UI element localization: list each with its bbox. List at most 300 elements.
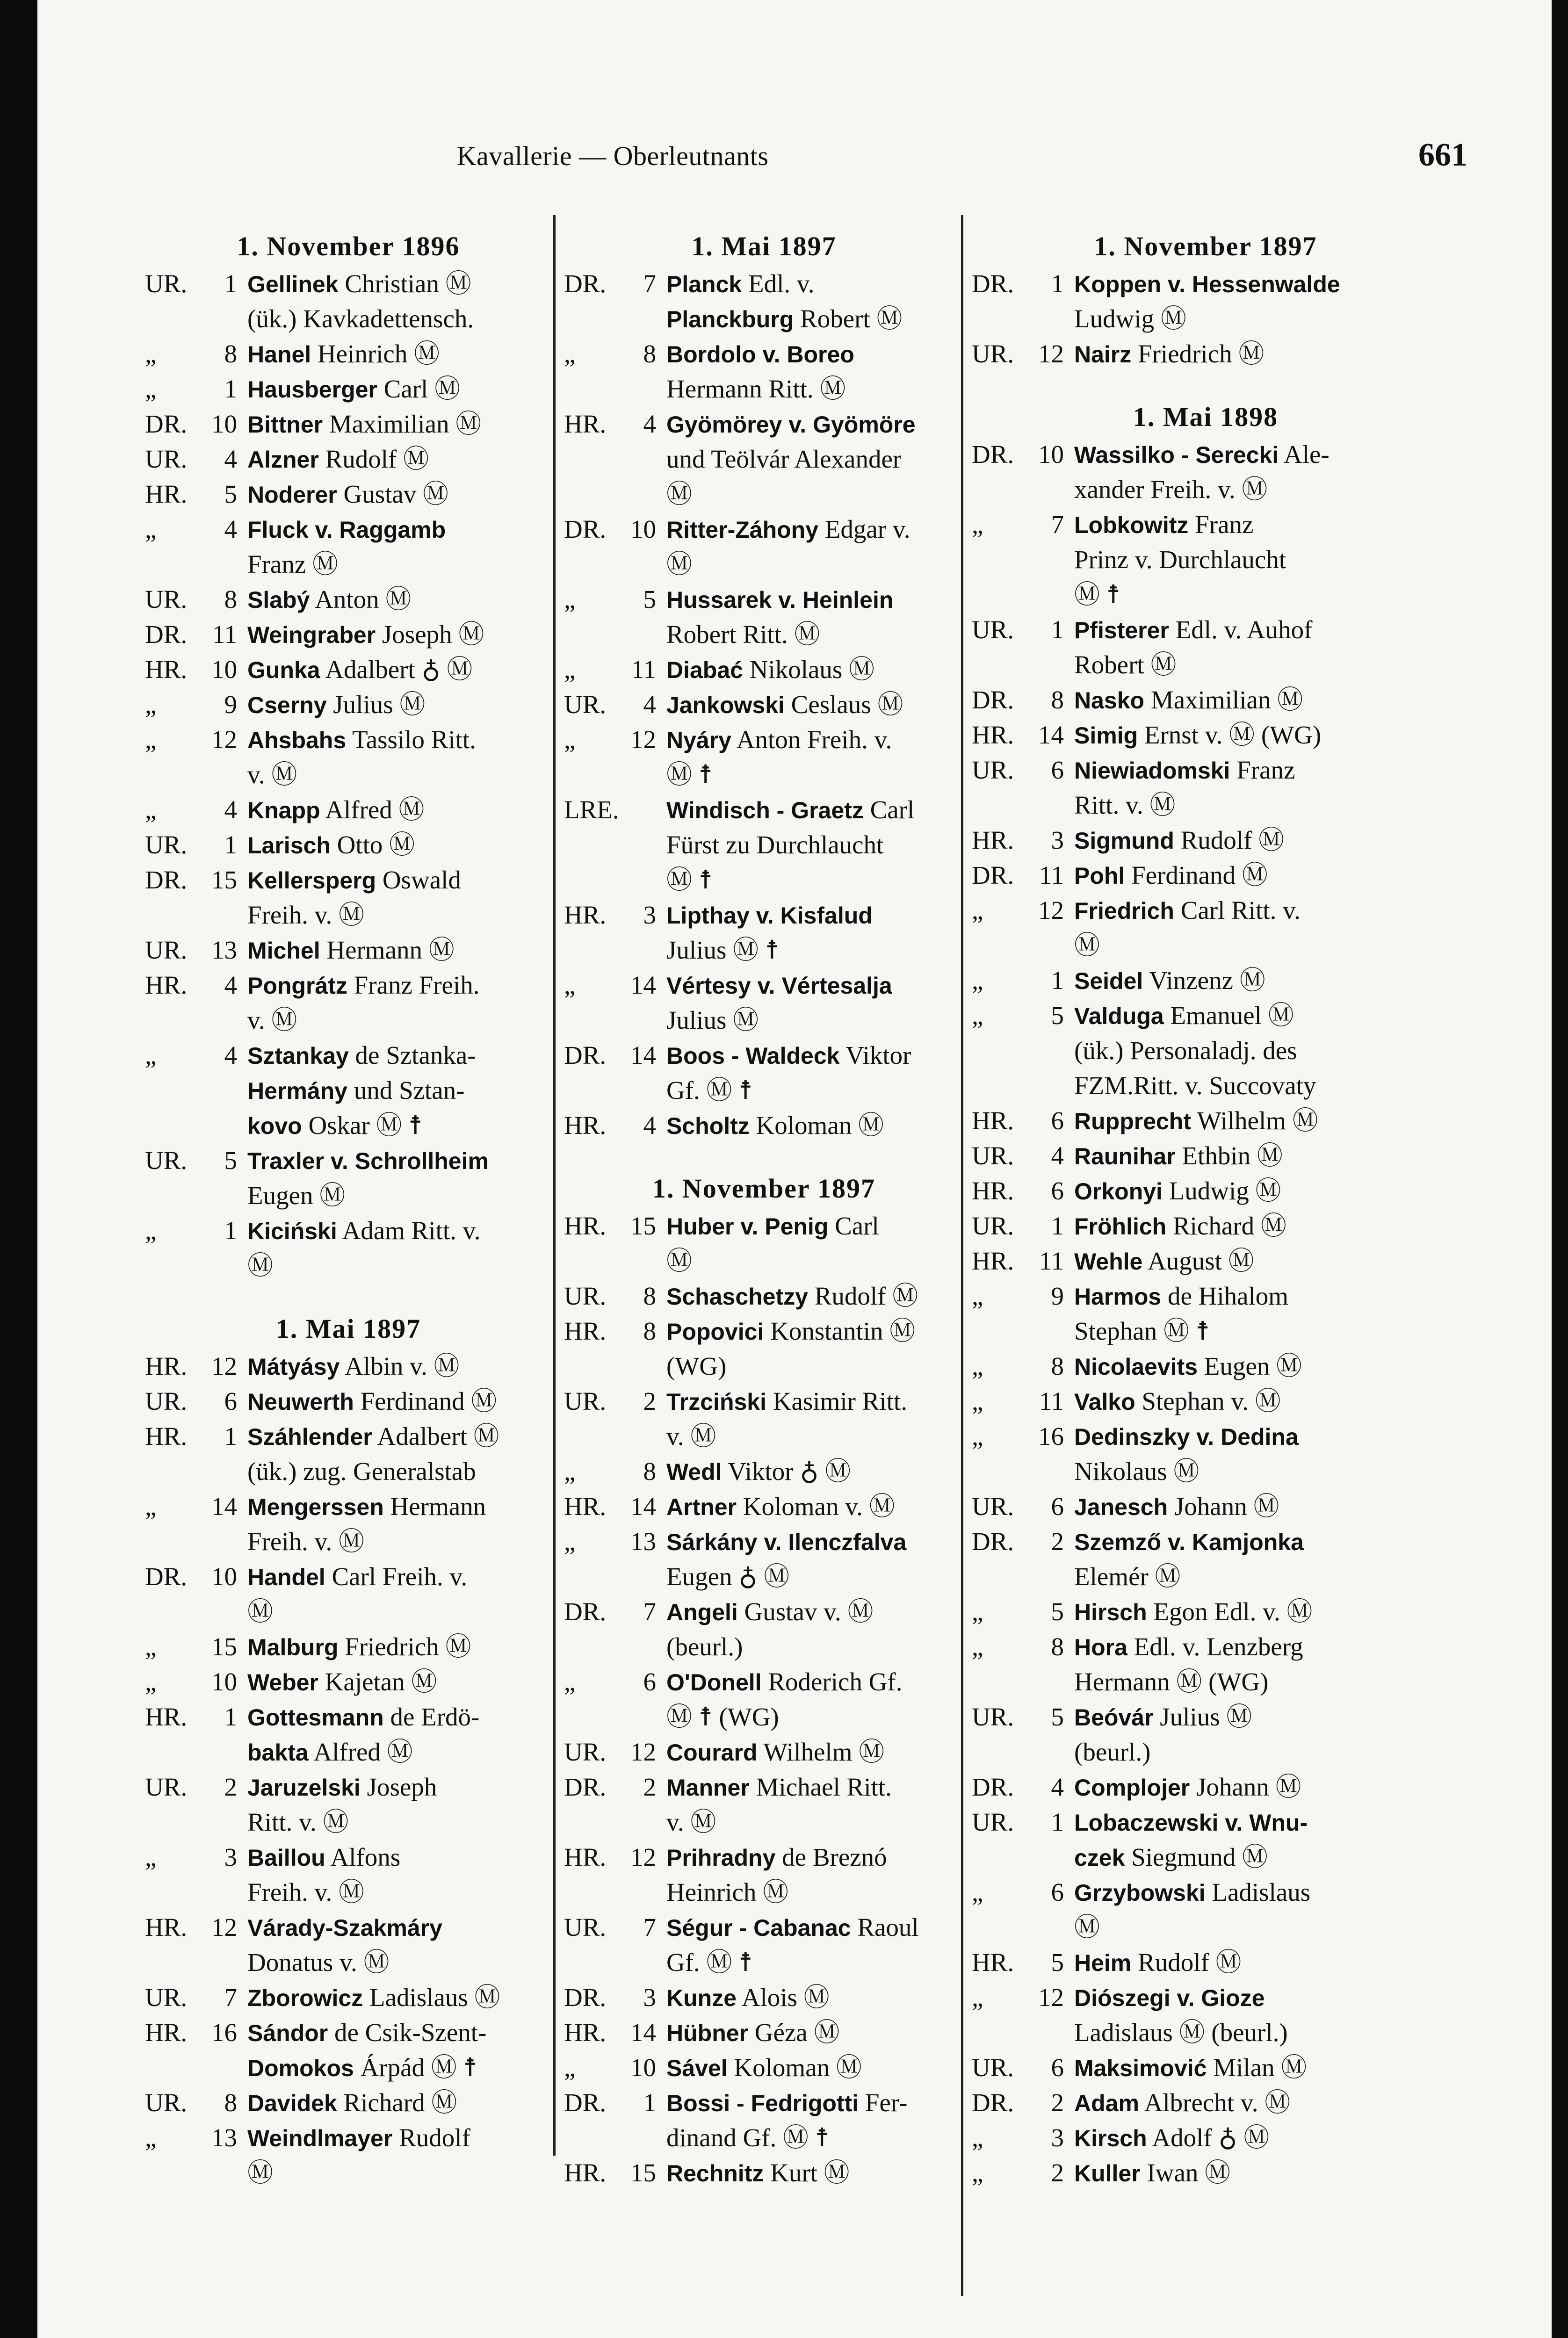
regiment-type: HR. [145, 655, 188, 684]
surname: Lobaczewski v. Wnu- [1074, 1810, 1308, 1836]
given-name-and-title: Milan Ⓜ [1213, 2053, 1307, 2082]
given-name-and-title: de Csik-Szent- [334, 2018, 487, 2047]
surname: Zborowicz [247, 1985, 363, 2011]
entry-text [1074, 1559, 1439, 1595]
given-name-and-title: Alfred Ⓜ [313, 1738, 413, 1766]
entry-text [1074, 1524, 1439, 1559]
roster-entry [564, 1840, 964, 1875]
regiment-number: 5 [1051, 1597, 1064, 1626]
given-name-and-title: Alois Ⓜ [741, 1983, 830, 2012]
given-name-and-title: v. Ⓜ [666, 1422, 716, 1450]
roster-entry [145, 793, 552, 828]
regiment-type: „ [972, 1878, 983, 1906]
regiment-type: DR. [972, 1527, 1014, 1556]
regiment-type: HR. [145, 2018, 188, 2047]
given-name-and-title: Joseph Ⓜ [382, 620, 484, 649]
regiment-number: 14 [211, 1492, 237, 1521]
entry-continuation [145, 1875, 552, 1910]
entry-text [1074, 437, 1439, 472]
regiment-type: DR. [145, 1562, 188, 1591]
regiment-type: UR. [564, 1913, 607, 1941]
regiment-number: 2 [224, 1773, 237, 1801]
entry-text [1074, 1454, 1439, 1489]
column-3 [972, 229, 1439, 2332]
given-name-and-title: Emanuel Ⓜ [1170, 1001, 1294, 1030]
roster-entry [972, 1244, 1439, 1279]
given-name-and-title: Carl Freih. v. [332, 1562, 468, 1591]
surname: Davidek [247, 2090, 337, 2116]
regiment-type: UR. [972, 339, 1014, 368]
entry-text [666, 1108, 964, 1143]
regiment-type: „ [145, 690, 157, 719]
regiment-type: „ [564, 1457, 576, 1486]
regiment-type: „ [145, 1041, 157, 1069]
entry-text [247, 1248, 552, 1284]
roster-entry [564, 1489, 964, 1524]
given-name-and-title: v. Ⓜ [247, 760, 297, 789]
roster-entry [145, 687, 552, 722]
given-name-and-title: Robert Ritt. Ⓜ [666, 620, 820, 649]
regiment-number: 5 [224, 1146, 237, 1175]
regiment-type: UR. [145, 830, 188, 859]
given-name-and-title: de Erdö- [390, 1703, 480, 1731]
surname: Windisch - Graetz [666, 797, 864, 823]
roster-entry [564, 1038, 964, 1073]
regiment-type: HR. [564, 2018, 607, 2047]
given-name-and-title: Hermann [390, 1492, 486, 1521]
regiment-number: 6 [643, 1667, 656, 1696]
entry-text [666, 1314, 964, 1349]
regiment-number: 5 [224, 480, 237, 508]
regiment-number: 6 [1051, 2053, 1064, 2082]
regiment-number: 5 [643, 585, 656, 613]
regiment-type: „ [145, 515, 157, 543]
surname: Mengerssen [247, 1494, 384, 1520]
given-name-and-title: (WG) [666, 1352, 727, 1380]
roster-entry [972, 1630, 1439, 1665]
given-name-and-title: Robert Ⓜ [800, 304, 903, 333]
entry-continuation [564, 1349, 964, 1384]
regiment-number: 12 [630, 1843, 656, 1871]
given-name-and-title: Ⓜ [666, 550, 693, 578]
entry-list [972, 267, 1439, 372]
surname: Complojer [1074, 1775, 1190, 1801]
entry-text [666, 1489, 964, 1524]
entry-text [247, 1108, 552, 1143]
given-name-and-title: Rudolf Ⓜ [325, 445, 429, 473]
roster-entry [145, 582, 552, 617]
entry-text [1074, 337, 1439, 372]
regiment-number: 8 [643, 339, 656, 368]
given-name-and-title: Ale- [1283, 440, 1330, 469]
surname: Niewiadomski [1074, 758, 1230, 784]
regiment-type: DR. [564, 1773, 607, 1801]
regiment-number: 7 [1051, 510, 1064, 539]
regiment-type: UR. [145, 585, 188, 613]
given-name-and-title: Árpád Ⓜ ☨ [360, 2053, 477, 2082]
regiment-type: HR. [972, 1247, 1014, 1275]
roster-entry [145, 933, 552, 968]
given-name-and-title: Hermann Ritt. Ⓜ [666, 375, 846, 403]
entry-continuation [145, 1595, 552, 1630]
regiment-number: 15 [630, 2158, 656, 2187]
entry-text [247, 1945, 552, 1980]
regiment-type: HR. [564, 901, 607, 929]
given-name-and-title: Oswald [382, 866, 461, 894]
surname: Handel [247, 1564, 325, 1590]
regiment-type: UR. [564, 1282, 607, 1310]
entry-continuation [972, 472, 1439, 507]
entry-text [247, 337, 552, 372]
surname: Larisch [247, 832, 331, 859]
entry-continuation [145, 1073, 552, 1108]
regiment-number: 12 [211, 1352, 237, 1380]
regiment-number: 4 [224, 515, 237, 543]
entry-continuation [564, 1805, 964, 1840]
entry-text [666, 442, 964, 477]
regiment-number: 11 [1039, 1247, 1064, 1275]
regiment-number: 9 [1051, 1282, 1064, 1310]
entry-continuation [564, 758, 964, 793]
entry-text [1074, 1945, 1439, 1980]
given-name-and-title: Carl Ⓜ [383, 375, 461, 403]
regiment-number: 1 [1051, 1212, 1064, 1240]
given-name-and-title: Michael Ritt. [756, 1773, 892, 1801]
entry-text [247, 1178, 552, 1213]
regiment-number: 7 [643, 269, 656, 298]
surname: Rechnitz [666, 2160, 764, 2186]
given-name-and-title: Ⓜ [666, 480, 693, 508]
regiment-type: DR. [564, 269, 607, 298]
given-name-and-title: Maximilian Ⓜ [329, 410, 482, 438]
regiment-number: 4 [643, 1111, 656, 1140]
surname: Kuller [1074, 2160, 1141, 2186]
entry-text [666, 1770, 964, 1805]
surname: Kunze [666, 1985, 737, 2011]
roster-entry [145, 512, 552, 547]
roster-entry [145, 1980, 552, 2015]
roster-entry [972, 1279, 1439, 1314]
entry-continuation [564, 547, 964, 582]
regiment-type: „ [145, 1667, 157, 1696]
regiment-number: 6 [1051, 1492, 1064, 1521]
entry-continuation [972, 1840, 1439, 1875]
given-name-and-title: Friedrich Ⓜ [345, 1632, 471, 1661]
roster-entry [145, 1700, 552, 1735]
roster-entry [564, 337, 964, 372]
regiment-number: 8 [224, 339, 237, 368]
regiment-number: 1 [1051, 269, 1064, 298]
regiment-type: „ [972, 1983, 983, 2012]
regiment-type: DR. [564, 1597, 607, 1626]
roster-entry [972, 753, 1439, 788]
given-name-and-title: Albin v. Ⓜ [345, 1352, 460, 1380]
entry-text [666, 1038, 964, 1073]
given-name-and-title: Ladislaus Ⓜ (beurl.) [1074, 2018, 1288, 2047]
entry-text [1074, 1805, 1439, 1840]
roster-entry [972, 1419, 1439, 1454]
roster-entry [972, 613, 1439, 648]
entry-text [666, 477, 964, 512]
surname: Pongrátz [247, 973, 347, 999]
regiment-type: UR. [145, 936, 188, 964]
roster-entry [564, 968, 964, 1003]
given-name-and-title: Adolf ♁ Ⓜ [1152, 2123, 1270, 2152]
roster-entry [972, 1980, 1439, 2015]
regiment-type: DR. [972, 861, 1014, 889]
given-name-and-title: Ritt. v. Ⓜ [247, 1808, 349, 1836]
roster-entry [972, 963, 1439, 998]
roster-entry [972, 1700, 1439, 1735]
entry-list [145, 1349, 552, 2191]
given-name-and-title: de Breznó [782, 1843, 887, 1871]
entry-text [666, 1595, 964, 1630]
surname: Sztankay [247, 1043, 349, 1069]
surname: Koppen v. Hessenwalde [1074, 271, 1340, 297]
surname: Ritter-Záhony [666, 517, 818, 543]
surname: kovo [247, 1113, 302, 1139]
roster-entry [145, 968, 552, 1003]
given-name-and-title: Carl [835, 1212, 879, 1240]
given-name-and-title: Albrecht v. Ⓜ [1144, 2088, 1291, 2117]
surname: Weber [247, 1669, 318, 1696]
roster-entry [145, 722, 552, 758]
surname: Slabý [247, 587, 310, 613]
given-name-and-title: Alfred Ⓜ [325, 795, 425, 824]
surname: Domokos [247, 2055, 354, 2081]
roster-entry [145, 267, 552, 302]
roster-entry [145, 477, 552, 512]
regiment-type: „ [972, 2158, 983, 2187]
given-name-and-title: de Sztanka- [355, 1041, 476, 1069]
entry-text [1074, 1314, 1439, 1349]
regiment-type: „ [564, 655, 576, 684]
entry-text [247, 1559, 552, 1595]
given-name-and-title: Kajetan Ⓜ [325, 1667, 437, 1696]
entry-text [1074, 1840, 1439, 1875]
regiment-type: „ [145, 375, 157, 403]
surname: Simig [1074, 722, 1138, 749]
regiment-type: „ [972, 1632, 983, 1661]
roster-entry [564, 582, 964, 617]
given-name-and-title: Viktor [845, 1041, 911, 1069]
entry-text [666, 372, 964, 407]
regiment-number: 11 [1039, 861, 1064, 889]
entry-text [666, 1524, 964, 1559]
entry-text [247, 968, 552, 1003]
regiment-number: 14 [630, 1492, 656, 1521]
regiment-type: HR. [564, 1212, 607, 1240]
given-name-and-title: Rudolf [399, 2123, 470, 2152]
given-name-and-title: Edl. v. Lenzberg [1134, 1632, 1303, 1661]
surname: Bittner [247, 411, 323, 438]
given-name-and-title: Julius Ⓜ [333, 690, 426, 719]
regiment-type: HR. [972, 1176, 1014, 1205]
entry-continuation [564, 1630, 964, 1665]
regiment-type: HR. [564, 410, 607, 438]
entry-text [666, 2015, 964, 2050]
given-name-and-title: Ludwig Ⓜ [1169, 1176, 1281, 1205]
entry-text [1074, 788, 1439, 823]
surname: Janesch [1074, 1494, 1168, 1520]
regiment-number: 4 [643, 690, 656, 719]
entry-continuation [145, 1945, 552, 1980]
entry-continuation [972, 1314, 1439, 1349]
given-name-and-title: Roderich Gf. [768, 1667, 903, 1696]
given-name-and-title: Ferdinand Ⓜ [1131, 861, 1268, 889]
surname: Kirsch [1074, 2125, 1147, 2151]
roster-entry [145, 1910, 552, 1945]
surname: Knapp [247, 797, 320, 823]
given-name-and-title: Ⓜ ☨ [666, 866, 713, 894]
given-name-and-title: Kasimir Ritt. [773, 1387, 907, 1415]
regiment-number: 12 [630, 725, 656, 754]
regiment-number: 7 [643, 1597, 656, 1626]
entry-continuation [564, 1244, 964, 1279]
regiment-type: HR. [564, 2158, 607, 2187]
entry-text [1074, 1244, 1439, 1279]
roster-entry [145, 828, 552, 863]
given-name-and-title: Koloman v. Ⓜ [743, 1492, 895, 1521]
entry-text [666, 933, 964, 968]
surname: Traxler v. Schrollheim [247, 1148, 489, 1174]
entry-text [666, 1945, 964, 1980]
entry-continuation [564, 1875, 964, 1910]
entry-text [247, 722, 552, 758]
regiment-number: 4 [1051, 1773, 1064, 1801]
entry-list [564, 1209, 964, 2191]
entry-text [247, 652, 552, 687]
given-name-and-title: Richard Ⓜ [343, 2088, 457, 2117]
surname: Angeli [666, 1599, 738, 1625]
given-name-and-title: Donatus v. Ⓜ [247, 1948, 390, 1977]
given-name-and-title: Friedrich Ⓜ [1138, 339, 1265, 368]
regiment-number: 4 [224, 971, 237, 999]
surname: Nicolaevits [1074, 1354, 1198, 1380]
entry-text [1074, 1489, 1439, 1524]
regiment-type: UR. [564, 690, 607, 719]
given-name-and-title: Stephan v. Ⓜ [1142, 1387, 1281, 1415]
regiment-number: 14 [1038, 721, 1064, 749]
entry-text [666, 1630, 964, 1665]
roster-entry [564, 793, 964, 828]
roster-entry [564, 1384, 964, 1419]
surname: Lipthay v. Kisfalud [666, 902, 873, 929]
roster-entry [145, 1770, 552, 1805]
surname: Neuwerth [247, 1389, 354, 1415]
entry-text [666, 1073, 964, 1108]
roster-entry [972, 1805, 1439, 1840]
entry-continuation [145, 1805, 552, 1840]
surname: Hanel [247, 341, 311, 368]
regiment-number: 10 [630, 515, 656, 543]
surname: Schaschetzy [666, 1284, 808, 1310]
regiment-number: 6 [1051, 1106, 1064, 1135]
regiment-type: HR. [145, 971, 188, 999]
regiment-type: „ [972, 1422, 983, 1450]
entry-text [666, 512, 964, 547]
entry-continuation [972, 1665, 1439, 1700]
section-heading: 1. Mai 1897 [275, 1313, 421, 1344]
regiment-type: „ [145, 795, 157, 824]
surname: Huber v. Penig [666, 1213, 829, 1240]
regiment-number: 3 [643, 901, 656, 929]
surname: Manner [666, 1775, 750, 1801]
regiment-number: 13 [211, 936, 237, 964]
roster-entry [145, 2121, 552, 2156]
given-name-and-title: Ⓜ [1074, 931, 1100, 960]
given-name-and-title: Edl. v. Auhof [1175, 615, 1313, 644]
entry-continuation [972, 648, 1439, 683]
surname: O'Donell [666, 1669, 762, 1696]
given-name-and-title: Prinz v. Durchlaucht [1074, 545, 1286, 574]
regiment-type: „ [564, 1527, 576, 1556]
given-name-and-title: Ethbin Ⓜ [1182, 1141, 1283, 1170]
entry-text [247, 863, 552, 898]
entry-text [1074, 1630, 1439, 1665]
given-name-and-title: (beurl.) [1074, 1738, 1151, 1766]
roster-entry [972, 1945, 1439, 1980]
roster-entry [145, 2015, 552, 2050]
regiment-type: „ [564, 2053, 576, 2082]
page [37, 0, 1552, 2338]
entry-text [666, 2085, 964, 2121]
regiment-number: 12 [1038, 1983, 1064, 2012]
given-name-and-title: Gustav v. Ⓜ [744, 1597, 874, 1626]
given-name-and-title: Hermann Ⓜ (WG) [1074, 1667, 1269, 1696]
entry-text [247, 547, 552, 582]
regiment-type: UR. [145, 1146, 188, 1175]
roster-entry [972, 507, 1439, 542]
given-name-and-title: Siegmund Ⓜ [1131, 1843, 1268, 1871]
entry-text [666, 547, 964, 582]
entry-text [1074, 683, 1439, 718]
given-name-and-title: Rudolf Ⓜ [814, 1282, 918, 1310]
regiment-number: 6 [1051, 1176, 1064, 1205]
roster-entry [145, 1559, 552, 1595]
entry-text [666, 407, 964, 442]
entry-text [247, 1910, 552, 1945]
regiment-number: 11 [1039, 1387, 1064, 1415]
entry-continuation [564, 1003, 964, 1038]
regiment-type: UR. [972, 1212, 1014, 1240]
entry-continuation [972, 302, 1439, 337]
entry-text [666, 2121, 964, 2156]
regiment-number: 1 [224, 1216, 237, 1245]
surname: Lobkowitz [1074, 512, 1189, 538]
entry-text [247, 1349, 552, 1384]
surname: Pohl [1074, 863, 1125, 889]
entry-continuation [145, 2050, 552, 2085]
roster-entry [145, 617, 552, 652]
surname: Maksimović [1074, 2055, 1207, 2081]
given-name-and-title: Géza Ⓜ [754, 2018, 840, 2047]
surname: Mátyásy [247, 1354, 340, 1380]
surname: Nairz [1074, 341, 1132, 368]
entry-text [1074, 1033, 1439, 1068]
roster-entry [564, 2050, 964, 2085]
given-name-and-title: Julius Ⓜ [666, 1006, 759, 1034]
entry-text [247, 582, 552, 617]
surname: Friedrich [1074, 898, 1174, 924]
surname: Trzciński [666, 1389, 766, 1415]
entry-text [1074, 1174, 1439, 1209]
regiment-type: DR. [564, 1041, 607, 1069]
given-name-and-title: Ⓜ [247, 1597, 274, 1626]
entry-continuation [564, 1700, 964, 1735]
entry-continuation [972, 1910, 1439, 1945]
regiment-number: 16 [1038, 1422, 1064, 1450]
